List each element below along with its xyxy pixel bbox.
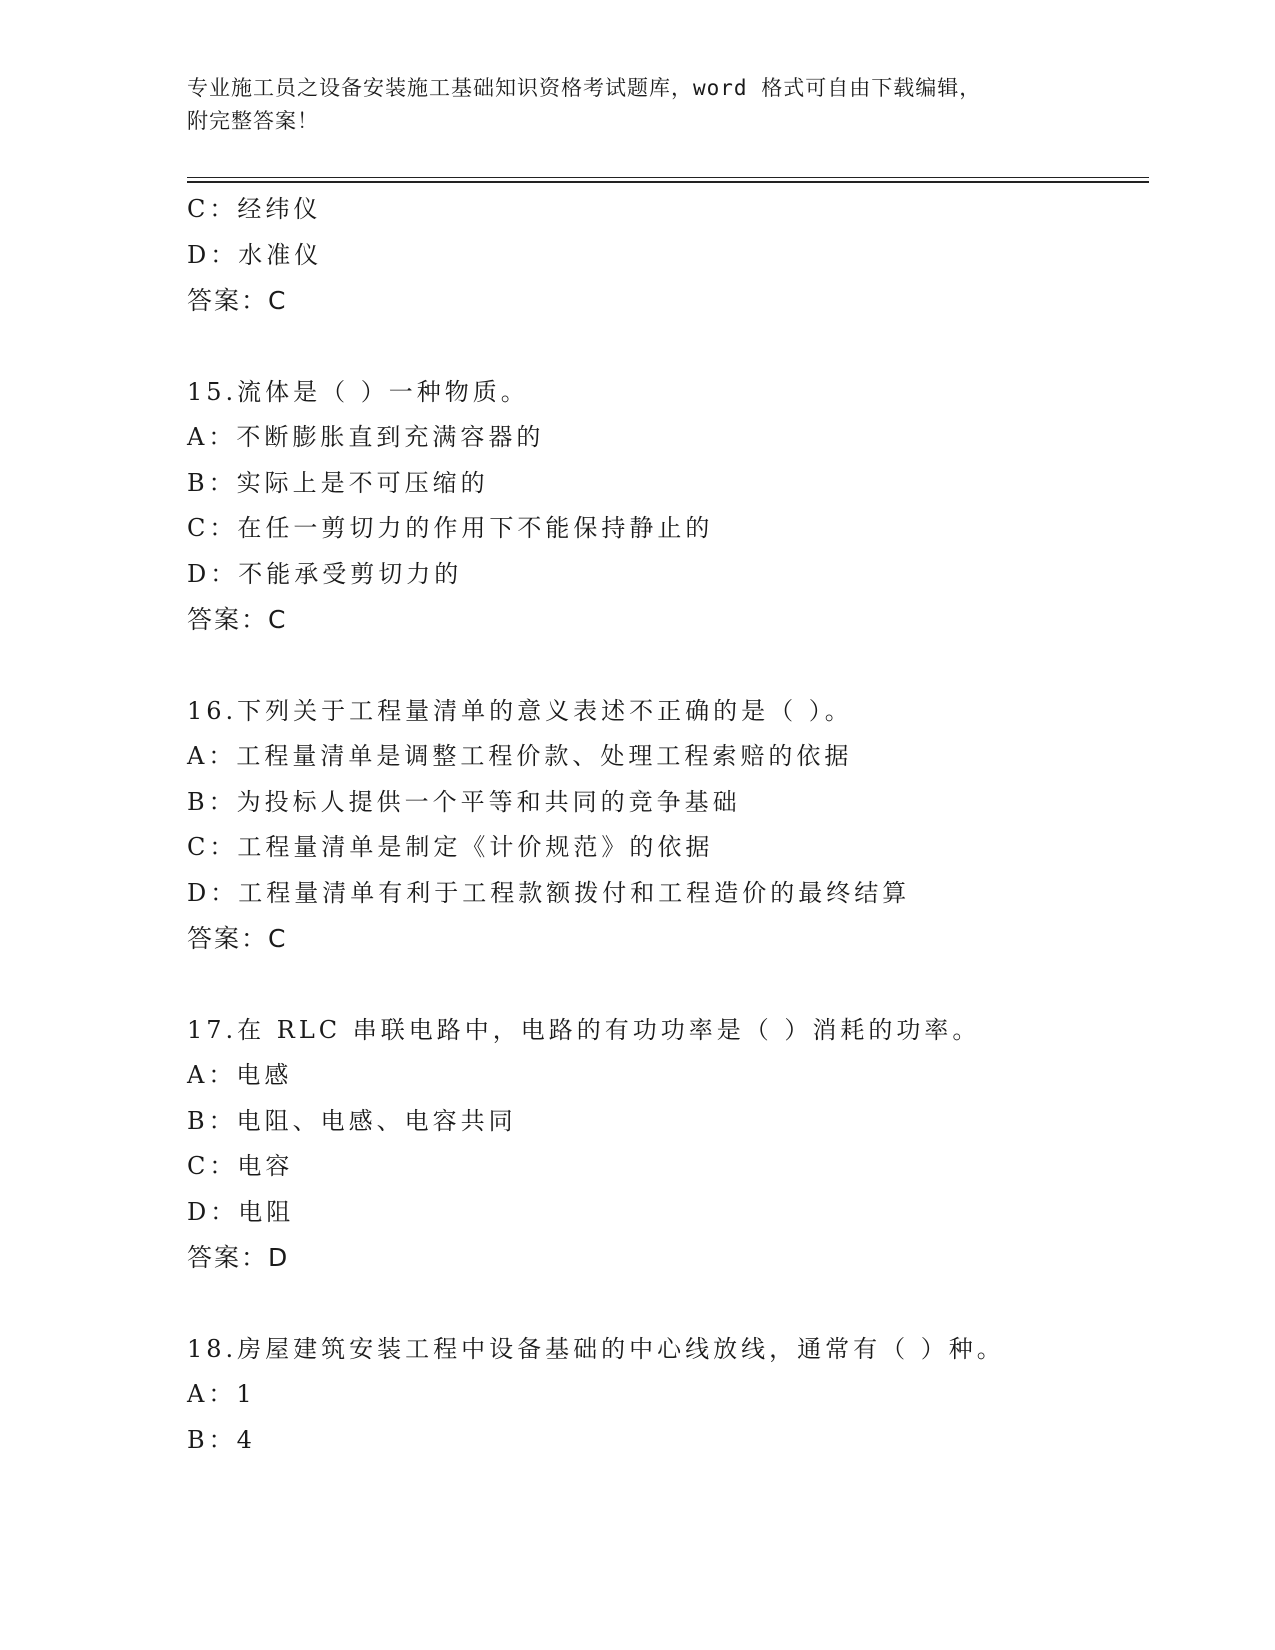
q16-question: 16.下列关于工程量清单的意义表述不正确的是（ ）。 [187,696,853,725]
header-rule-thin [187,177,1149,178]
q17-question: 17.在 RLC 串联电路中，电路的有功功率是（ ）消耗的功率。 [187,1015,981,1044]
q14-answer: 答案：C [187,286,288,315]
question-17-block [187,1008,1149,1281]
q15-option-c: C：在任一剪切力的作用下不能保持静止的 [187,514,714,542]
q16-option-d: D：工程量清单有利于工程款额拨付和工程造价的最终结算 [187,878,911,907]
question-18-block [187,1327,1149,1464]
question-14-block [187,187,1149,324]
q16-option-c: C：工程量清单是制定《计价规范》的依据 [187,833,714,861]
q15-option-a: A：不断膨胀直到充满容器的 [187,423,545,451]
question-16-block [187,689,1149,962]
q17-option-b: B：电阻、电感、电容共同 [187,1106,517,1135]
q15-answer: 答案：C [187,605,288,634]
q14-option-c: C：经纬仪 [187,195,322,223]
q14-option-d: D：水准仪 [187,240,323,269]
q17-answer: 答案：D [187,1243,290,1272]
q16-answer: 答案：C [187,924,288,953]
q18-option-a: A：1 [187,1380,256,1408]
question-15-block [187,370,1149,643]
q17-option-a: A：电感 [187,1061,293,1089]
header-rule-thick [187,181,1149,183]
header-line-1: 专业施工员之设备安装施工基础知识资格考试题库，word 格式可自由下载编辑， [187,76,982,100]
q15-option-b: B：实际上是不可压缩的 [187,468,489,497]
question-list [187,187,1149,1463]
question-gap [187,324,1149,370]
question-gap [187,1281,1149,1327]
q15-question: 15.流体是（ ）一种物质。 [187,377,529,406]
q17-option-c: C：电容 [187,1152,294,1180]
q16-option-a: A：工程量清单是调整工程价款、处理工程索赔的依据 [187,742,853,770]
header-line-2: 附完整答案！ [187,109,319,133]
q18-question: 18.房屋建筑安装工程中设备基础的中心线放线，通常有（ ）种。 [187,1334,1005,1363]
question-gap [187,643,1149,689]
q16-option-b: B：为投标人提供一个平等和共同的竞争基础 [187,787,741,816]
document-header [187,72,1087,138]
q17-option-d: D：电阻 [187,1197,295,1226]
question-gap [187,962,1149,1008]
q15-option-d: D：不能承受剪切力的 [187,559,463,588]
q18-option-b: B：4 [187,1425,256,1454]
